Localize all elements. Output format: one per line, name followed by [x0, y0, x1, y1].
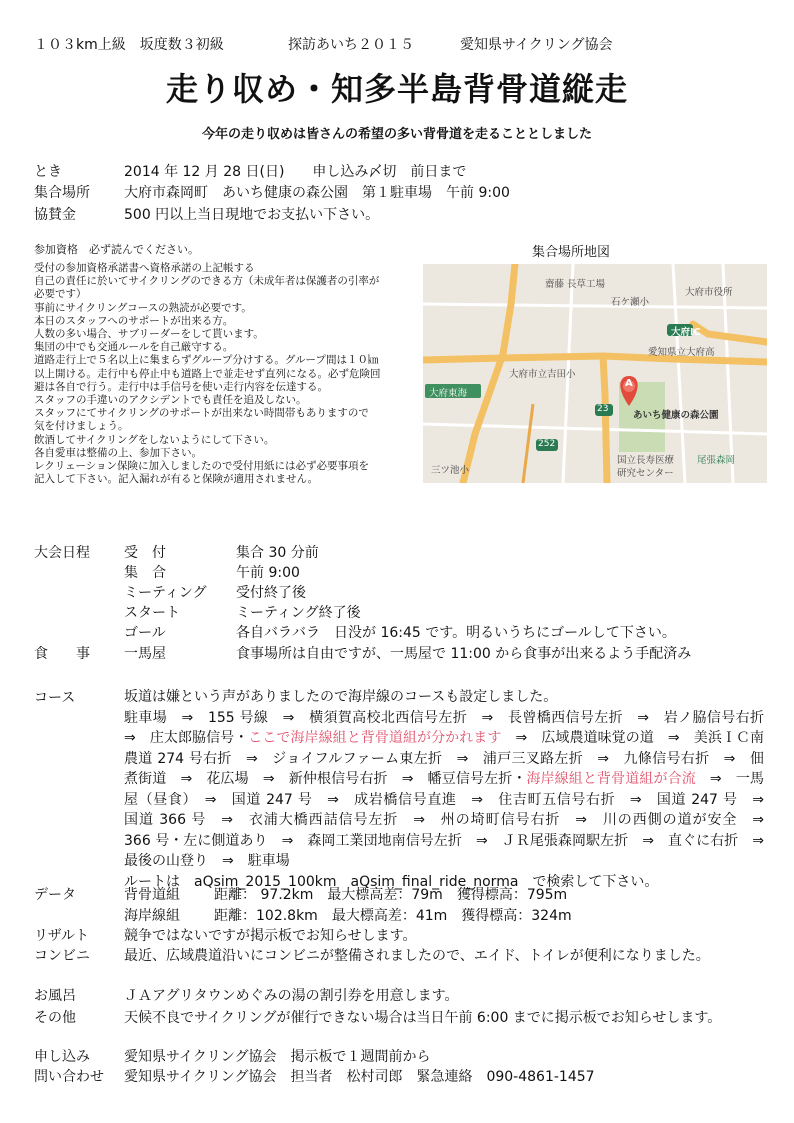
page-title: 走り収め・知多半島背骨道縦走: [165, 70, 628, 108]
route-number: 23: [597, 404, 609, 414]
course-merge-note: 海岸線組と背骨道組が合流: [526, 771, 696, 787]
bath-value: ＪＡアグリタウンめぐみの湯の割引券を用意します。: [124, 988, 459, 1004]
meal-place: 一馬屋: [124, 646, 166, 662]
header-event: 探訪あいち２０１５: [288, 37, 414, 53]
header-organization: 愛知県サイクリング協会: [460, 37, 613, 53]
course-description: [124, 687, 778, 892]
eligibility-line: レクリェーション保険に加入しましたので受付用紙には必ず必要事項を: [34, 460, 370, 473]
schedule-key: ゴール: [124, 625, 166, 641]
schedule-value: ミーティング終了後: [236, 605, 361, 621]
meeting-place-map: [423, 264, 767, 483]
course-route-part: ⇒ 一馬屋（昼食） ⇒ 国道 247 号 ⇒ 成岩橋信号直進 ⇒ 住吉町五信号右折 ⇒ 国道 247 号 ⇒ 国道 366 号 ⇒ 衣浦大橋西詰信号左折 ⇒ 州の埼町信号右折 ⇒ 川の西側の道が安全 ⇒ 366 号・左に側道あり ⇒ 森岡工業団地南信号左折 ⇒ ＪＲ尾張森岡駅左折 ⇒ 直ぐに右折 ⇒ 最後の山登り ⇒ 駐車場: [124, 771, 778, 869]
eligibility-line: 必要です）: [34, 288, 87, 301]
course-route-search: ルートは aQsim_2015_100km aQsim_final_ride_norma で検索して下さい。: [124, 873, 659, 890]
schedule-key: 集 合: [124, 565, 166, 581]
meal-label: 食 事: [34, 646, 90, 662]
map-label: 齋藤 長草工場: [545, 279, 606, 290]
eligibility-line: スタッフの手違いのアクシデントでも責任を追及しない。: [34, 394, 307, 407]
eligibility-heading: 参加資格 必ず読んでください。: [34, 243, 199, 256]
map-label: 尾張森岡: [697, 455, 736, 466]
eligibility-line: 自己の責任に於いてサイクリングのできる方（未成年者は保護者の引率が: [34, 275, 380, 288]
contact-value: 愛知県サイクリング協会 担当者 松村司郎 緊急連絡 090-4861-1457: [124, 1069, 595, 1085]
result-label: リザルト: [34, 928, 90, 944]
date-label: とき: [34, 164, 62, 180]
eligibility-line: 受付の参加資格承諾書へ資格承諾の上記帳する: [34, 262, 255, 274]
application-label: 申し込み: [34, 1049, 90, 1065]
meeting-place-value: 大府市森岡町 あいち健康の森公園 第１駐車場 午前 9:00: [124, 185, 510, 201]
data-label: データ: [34, 887, 76, 903]
map-label: 三ツ池小: [431, 465, 470, 476]
map-label: 大府市立吉田小: [509, 369, 576, 380]
meeting-place-label: 集合場所: [34, 185, 90, 201]
schedule-value: 受付終了後: [236, 585, 306, 601]
map-label: あいち健康の森公園: [633, 410, 719, 421]
course-route-part: 駐車場 ⇒ 155 号線 ⇒ 横須賀高校北西信号左折 ⇒ 長曾橋西信号左折 ⇒ 岩ノ脇信号右折 ⇒ 庄太郎脇信号・: [124, 709, 778, 746]
fee-value: 500 円以上当日現地でお支払い下さい。: [124, 207, 380, 223]
data-group: 背骨道組: [124, 887, 180, 903]
date-value: 2014 年 12 月 28 日(日) 申し込み〆切 前日まで: [124, 164, 467, 180]
eligibility-line: 以上開ける。走行中も停止中も道路上で並走せず直列になる。必ず危険回: [34, 367, 381, 380]
eligibility-line: 各自愛車は整備の上、参加下さい。: [34, 446, 202, 459]
map-label: 研究センター: [617, 468, 674, 479]
route-number: 252: [538, 439, 556, 449]
eligibility-line: スタッフにてサイクリングのサポートが出来ない時間帯もありますので: [34, 407, 369, 420]
schedule-label: 大会日程: [34, 545, 90, 561]
course-label: コース: [34, 690, 76, 706]
other-value: 天候不良でサイクリングが催行できない場合は当日午前 6:00 までに掲示板でお知らせします。: [124, 1010, 722, 1026]
eligibility-line: 気を付けましょう。: [34, 420, 129, 433]
header-level: １０３km上級 坂度数３初級: [34, 37, 224, 53]
map-label: 大府東海: [429, 388, 468, 399]
eligibility-line: 記入して下さい。記入漏れが有ると保険が適用されません。: [34, 473, 319, 486]
map-label: 国立長寿医療: [617, 455, 675, 466]
contact-label: 問い合わせ: [34, 1069, 104, 1085]
map-label: 大府市役所: [685, 287, 733, 298]
eligibility-line: 集団の中でも交通ルールを自己厳守する。: [34, 341, 234, 354]
schedule-key: ミーティング: [124, 585, 207, 601]
eligibility-line: 避は各自で行う。走行中は手信号を使い走行内容を伝達する。: [34, 380, 328, 393]
convenience-value: 最近、広域農道沿いにコンビニが整備されましたので、エイド、トイレが便利になりました。: [124, 948, 710, 964]
map-label: 大府IC: [671, 327, 701, 338]
schedule-value: 集合 30 分前: [236, 545, 319, 561]
map-caption: 集合場所地図: [532, 245, 611, 260]
eligibility-line: 飲酒してサイクリングをしないようにして下さい。: [34, 433, 275, 446]
data-stats: 距離：102.8km 最大標高差：41m 獲得標高：324m: [214, 908, 572, 924]
schedule-key: スタート: [124, 605, 180, 621]
map-label: 愛知県立大府高: [648, 347, 715, 358]
data-stats: 距離： 97.2km 最大標高差：79m 獲得標高：795m: [214, 887, 568, 903]
other-label: その他: [34, 1010, 76, 1026]
pin-letter: A: [625, 378, 633, 389]
page-subtitle: 今年の走り収めは皆さんの希望の多い背骨道を走ることとしました: [201, 127, 592, 142]
course-route: [124, 708, 778, 872]
eligibility-line: 人数の多い場合、サブリーダーをして貰います。: [34, 328, 264, 341]
eligibility-line: 道路走行上で５名以上に集まらずグループ分けする。グループ間は１０㎞: [34, 354, 379, 367]
eligibility-line: 事前にサイクリングコースの熟読が必要です。: [34, 301, 252, 314]
application-value: 愛知県サイクリング協会 掲示板で１週間前から: [124, 1049, 431, 1065]
eligibility-line: 本日のスタッフへのサポートが出来る方。: [34, 314, 234, 327]
bath-label: お風呂: [34, 988, 76, 1004]
schedule-value: 各自バラバラ 日没が 16:45 です。明るいうちにゴールして下さい。: [236, 625, 676, 641]
schedule-key: 受 付: [124, 545, 166, 561]
convenience-label: コンビニ: [34, 948, 90, 964]
course-route-part: ⇒ 広域農道味覚の道 ⇒ 美浜ＩＣ南農道 274 号右折 ⇒ ジョイフルファーム東左折 ⇒ 浦戸三叉路左折 ⇒ 九條信号右折 ⇒ 佃煮街道 ⇒ 花広場 ⇒ 新仲根信号右折 ⇒ 幡豆信号左折・: [124, 730, 765, 787]
result-value: 競争ではないですが掲示板でお知らせします。: [124, 928, 417, 944]
data-group: 海岸線組: [124, 908, 180, 924]
meal-value: 食事場所は自由ですが、一馬屋で 11:00 から食事が出来るよう手配済み: [236, 646, 692, 662]
schedule-value: 午前 9:00: [236, 565, 300, 581]
map-label: 石ケ瀬小: [611, 297, 650, 308]
course-split-note: ここで海岸線組と背骨道組が分かれます: [248, 730, 502, 746]
eligibility-list: [34, 262, 381, 486]
course-intro: 坂道は嫌という声がありましたので海岸線のコースも設定しました。: [124, 689, 558, 705]
fee-label: 協賛金: [34, 207, 76, 223]
